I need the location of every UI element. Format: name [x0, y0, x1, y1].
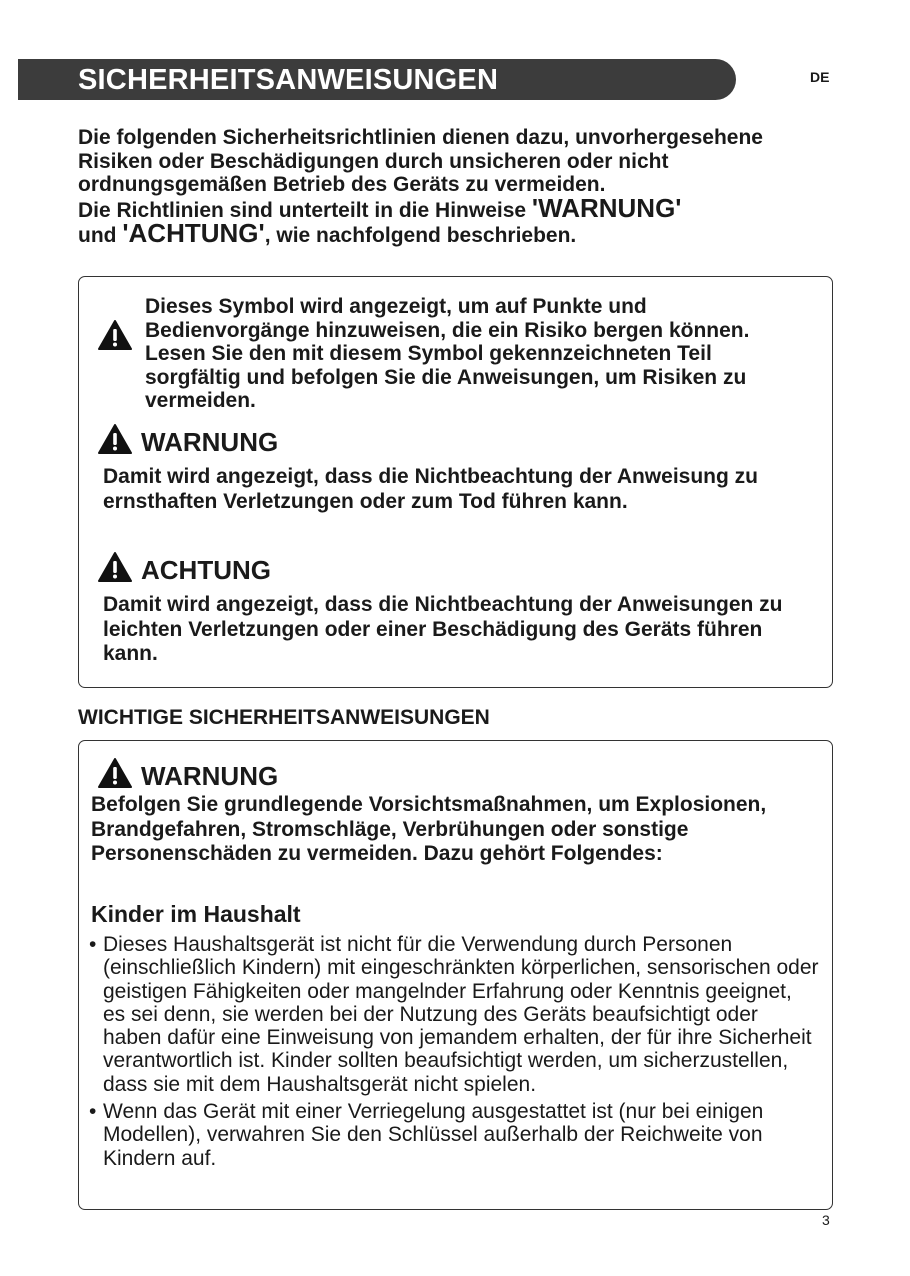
- symbol-description: Dieses Symbol wird angezeigt, um auf Punkte und Bedienvorgänge hinzuweisen, die ein Risiko bergen können. Lesen Sie den mit diesem Symbol gekennzeichneten Teil sorgfältig und befolgen Sie die Anweisungen, um Risiken zu vermeiden.: [145, 295, 750, 412]
- list-item: [89, 1100, 819, 1170]
- important-warning-box: [78, 740, 833, 1210]
- list-item: [89, 933, 819, 1096]
- intro-p2-part1: Die Richtlinien sind unterteilt in die Hinweise: [78, 198, 532, 222]
- important-warning-text: Befolgen Sie grundlegende Vorsichtsmaßnahmen, um Explosionen, Brandgefahren, Stromschläge, Verbrühungen oder sonstige Personenschäden zu vermeiden. Dazu gehört Folgendes:: [91, 793, 767, 865]
- warning-heading-label: WARNUNG: [141, 427, 279, 458]
- language-label: DE: [810, 69, 830, 85]
- intro-text: [78, 126, 838, 248]
- children-section-title: Kinder im Haushalt: [91, 901, 301, 927]
- page-title: SICHERHEITSANWEISUNGEN: [78, 64, 499, 96]
- warning-triangle-icon: [97, 757, 133, 789]
- list-item-text: Dieses Haushaltsgerät ist nicht für die Verwendung durch Personen (einschließlich Kindern) mit eingeschränkten körperlichen, sensorischen oder geistigen Fähigkeiten oder mangelnder Erfahrung oder Kenntnis geeignet, es sei denn, sie werden bei der Nutzung des Geräts beaufsichtigt oder haben dafür eine Einweisung von jemandem erhalten, der für ihre Sicherheit verantwortlich ist. Kinder sollten beaufsichtigt werden, um sicherzustellen, dass sie mit dem Haushaltsgerät nicht spielen.: [103, 933, 819, 1096]
- children-bullet-list: [89, 933, 819, 1174]
- caution-heading-label: ACHTUNG: [141, 555, 271, 586]
- bullet-icon: •: [89, 933, 97, 956]
- section-header-bar: [18, 59, 736, 100]
- intro-paragraph-1: Die folgenden Sicherheitsrichtlinien dienen dazu, unvorhergesehene Risiken oder Beschädigungen durch unsicheren oder nicht ordnungsgemäßen Betrieb des Geräts zu vermeiden.: [78, 126, 763, 196]
- important-warning-label: WARNUNG: [141, 761, 279, 792]
- list-item-text: Wenn das Gerät mit einer Verriegelung ausgestattet ist (nur bei einigen Modellen), verwahren Sie den Schlüssel außerhalb der Reichweite von Kindern auf.: [103, 1100, 764, 1170]
- page-number: 3: [822, 1212, 830, 1228]
- intro-paragraph-2: [78, 192, 838, 248]
- warning-description: Damit wird angezeigt, dass die Nichtbeachtung der Anweisung zu ernsthaften Verletzungen oder zum Tod führen kann.: [103, 465, 758, 513]
- intro-warn-term: 'WARNUNG': [531, 192, 682, 223]
- intro-p2-part2: und: [78, 224, 123, 247]
- important-section-title: WICHTIGE SICHERHEITSANWEISUNGEN: [78, 706, 490, 729]
- warning-heading: [97, 423, 278, 457]
- warning-triangle-icon: [97, 551, 133, 583]
- warning-triangle-icon: [97, 423, 133, 455]
- warning-triangle-icon: [97, 319, 133, 351]
- caution-description: Damit wird angezeigt, dass die Nichtbeachtung der Anweisungen zu leichten Verletzungen oder einer Beschädigung des Geräts führen kann.: [103, 593, 783, 665]
- caution-heading: [97, 551, 271, 585]
- important-warning-heading: [97, 757, 278, 791]
- intro-p2-part3: , wie nachfolgend beschrieben.: [264, 224, 577, 247]
- intro-caution-term: 'ACHTUNG': [122, 218, 265, 248]
- symbol-row: [97, 295, 797, 413]
- bullet-icon: •: [89, 1100, 97, 1124]
- symbol-explanation-box: [78, 276, 833, 688]
